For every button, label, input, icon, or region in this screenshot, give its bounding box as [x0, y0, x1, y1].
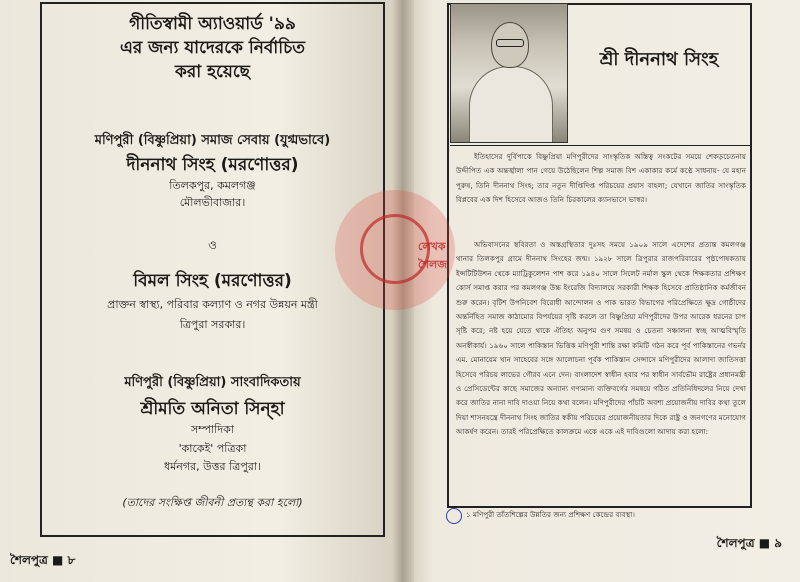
watermark-text-2: শৈলজ	[418, 258, 447, 271]
bio-list-item-1: ১ মণিপুরী তাঁতশিল্পের উন্নতির জন্য প্রশিক্ষণ কেন্দ্রের ব্যবস্থা।	[466, 510, 635, 519]
section3-paper: 'কাকেই' পত্রিকা	[178, 442, 247, 455]
title-divider	[450, 145, 750, 146]
award-title-line-2: এর জন্য যাদেরকে নির্বাচিত	[119, 38, 306, 58]
bio-title: শ্রী দীননাথ সিংহ	[599, 49, 719, 70]
section3-place: ধর্মনগর, উত্তর ত্রিপুরা।	[164, 460, 261, 473]
right-page-footer: শৈলপুত্র ■ ৯	[716, 536, 782, 550]
section2-name: বিমল সিংহ (মরণোত্তর)	[133, 271, 292, 291]
section3-heading: মণিপুরী (বিষ্ণুপ্রিয়া) সাংবাদিকতায়	[124, 375, 301, 390]
hand-drawn-circle	[446, 508, 462, 524]
section1-addr2: মৌলভীবাজার।	[179, 196, 246, 209]
section1-heading: মণিপুরী (বিষ্ণুপ্রিয়া) সমাজ সেবায় (যুগ্মভাবে)	[94, 133, 331, 148]
section2-role: প্রাক্তন স্বাস্থ্য, পরিবার কল্যাণ ও নগর উন্নয়ন মন্ত্রী	[107, 298, 318, 311]
section2-org: ত্রিপুরা সরকার।	[179, 318, 246, 331]
left-page-footer: শৈলপুত্র ■ ৮	[10, 553, 76, 567]
bio-paragraph-1: ইতিহাসের দুর্বিপাকে বিষ্ণুপ্রিয়া মণিপুরীদের সাংস্কৃতিক অস্তিত্ব সংকটের সময়ে শেকড়চেতনায় উদ্দীপিত এক অন্তর্জ্বালা পান গেয়ে উঠেছিলেন শিল্প সমাজ বিশ একাকার কর্মে কণ্ঠে সাধনায়- যে মহান পুরুষ, তিনি দীননাথ সিংহ; তার নতুন দীপ্তিদিপ্ত পরিচয়ের প্রয়াস বাহলা; যেখানে জাতির সাংস্কৃতিক বিপ্লবের এক দিশ হিসেবে আজও তিনি চিরকালের ক্যানভাসে ভাস্বর।	[456, 152, 746, 205]
watermark-text-1: লেখক	[418, 240, 446, 253]
award-title-line-3: করা হয়েছে	[174, 62, 250, 82]
section3-role: সম্পাদিকা	[190, 423, 234, 436]
portrait-body	[469, 66, 553, 143]
section1-name: দীননাথ সিংহ (মরণোত্তর)	[126, 155, 299, 175]
award-box	[40, 2, 385, 537]
section3-name: শ্রীমতি অনিতা সিন্হা	[140, 399, 285, 419]
connector-text: ও	[208, 238, 217, 252]
section1-addr1: তিলকপুর, কমলগঞ্জ	[169, 179, 256, 192]
portrait-photo	[450, 3, 568, 143]
award-title-line-1: গীতিস্বামী অ্যাওয়ার্ড '৯৯	[129, 14, 296, 34]
bio-paragraph-2: অভিবাসনের স্থবিরতা ও অস্তগ্রস্থিতার দুঃসহ সময়ে ১৯০৯ সালে এদেশের প্রত্যন্ত কমলগঞ্জ থানার তিলকপুর গ্রামে দীননাথ সিংহের জন্ম। ১৯২৮ সালে ত্রিপুরার রাজপরিবারের পৃষ্ঠপোষকতায় ইন্সটিটিউশন থেকে ম্যাট্রিকুলেশন পাশ করে ১৯৪০ সালে সিলেট নর্মাল স্কুল থেকে শিক্ষকতার প্রশিক্ষণ কোর্স সমাপ্ত করার পর কমলগঞ্জ উচ্চ ইংরেজি বিদ্যালয়ে সরকারী শিক্ষক হিসেবে প্রাতিষ্ঠানিক কর্মজীবন শুরু করেন। বৃটিশ উপনিবেশ বিরোধী আন্দোলন ও পাক ভারত বিভাগের পরিপ্রেক্ষিতে ক্ষুদ্র গোষ্ঠীদের অন্তর্নিহিত সমাজ কাঠামোর বিপর্যয়ের সৃষ্টি করলে তা বিষ্ণুপ্রিয়া মণিপুরীদের উপর আরেক ধরনের চাপ সৃষ্টি করে; নষ্ট হয়ে যেতে থাকে ঐতিহ্য অনুপম গুণ সমন্বয় ও চেতনা সঞ্চালনা স্বচ্ছ আত্মবিস্মৃতি অনস্বীকার্য। ১৯৬০ সালে পাকিস্তান ভিত্তিক মণিপুরী শান্তি রক্ষা কমিটি গঠন করে পূর্ব পাকিস্তানের গভর্নর এম. মোনায়েম খান সাহেবের সঙ্গে আলোচনা পূর্বক পাকিস্তান সেন্সাসে মণিপুরীদের আলাদা জাতিসত্তা হিসেবে পরিচয় লাভের গৌরব এনে দেন। বাংলাদেশ স্বাধীন হবার পর স্বাধীন সার্বভৌম রাষ্ট্রের প্রধানমন্ত্রী ও প্রেসিডেন্টের কাছে সমাজের অন্যান্য গণ্যমান্য ব্যক্তিবর্গের সমন্বয়ে গঠিত প্রতিনিধিদলের নিয়ে দেখা করে জাতির নানা দাবি দাওয়া নিয়ে কথা বলেন। মণিপুরীদের পাঁচটি অবশ্য প্রয়োজনীয় দাবির কথা তুলে দিয়া শাসনযন্ত্রে দীননাথ সিংহ জাতির স্বকীয় পরিচয়ের প্রয়োজনীয়তার দিকে রাষ্ট্র ও জনগণের মনোযোগ আকর্ষণ করেন। তারই পরিপ্রেক্ষিতে কালক্রমে একে একে এই দাবিগুলো আদায় করা হলো:	[456, 240, 746, 437]
bio-note: (তাদের সংক্ষিপ্ত জীবনী প্রত্যন্থ করা হলো)	[122, 496, 303, 509]
portrait-glasses	[496, 39, 524, 47]
